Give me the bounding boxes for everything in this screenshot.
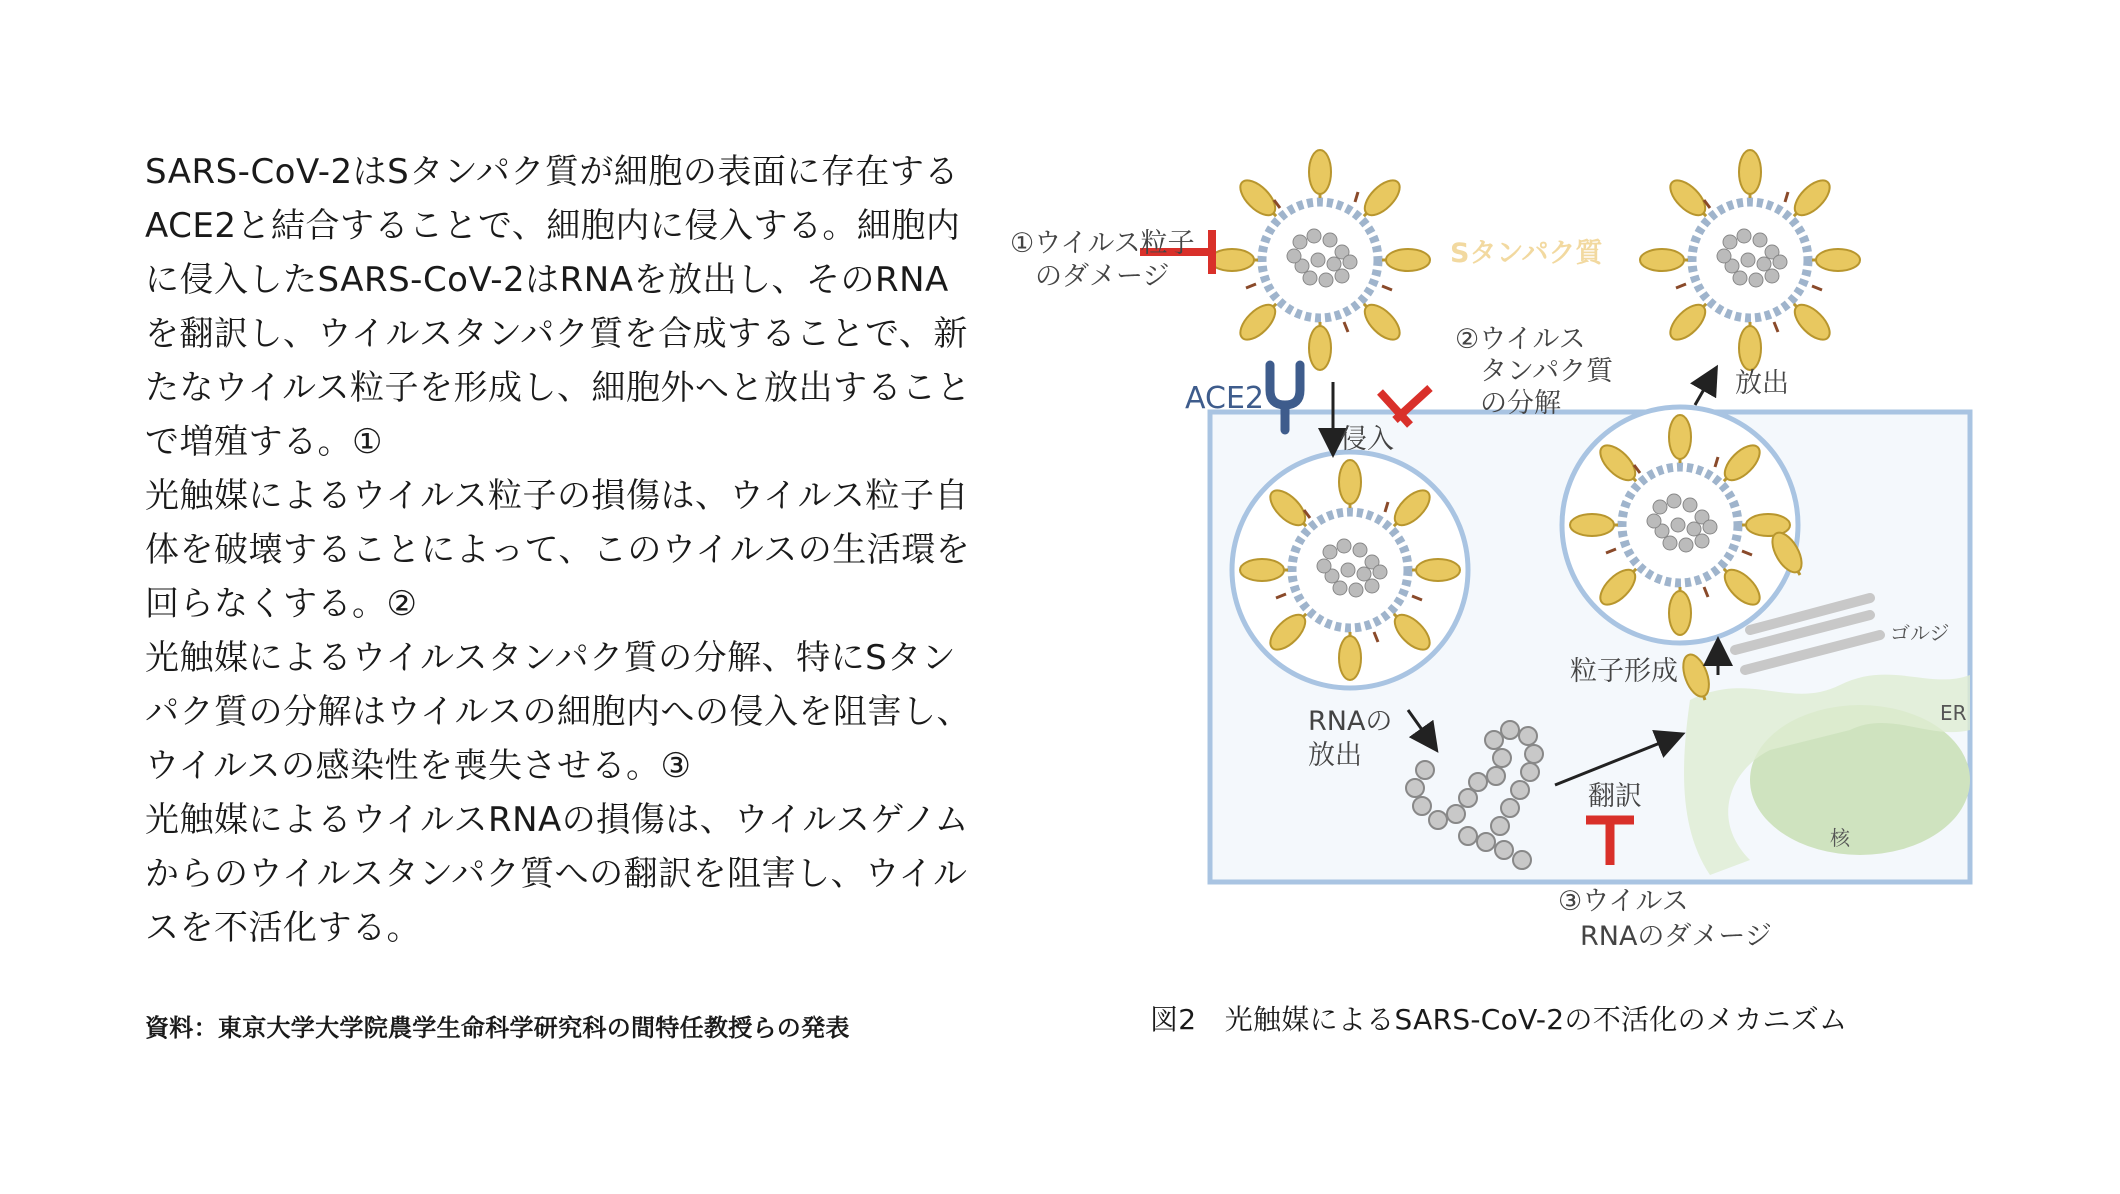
- label-rna-release-line2: 放出: [1308, 740, 1362, 771]
- label-damage1-line1: ①ウイルス粒子: [1010, 228, 1195, 259]
- label-s-protein: Sタンパク質: [1450, 238, 1603, 269]
- label-golgi: ゴルジ: [1890, 621, 1950, 645]
- label-translation: 翻訳: [1588, 781, 1642, 812]
- label-ace2: ACE2: [1185, 381, 1264, 416]
- label-degrade-line3: の分解: [1480, 388, 1561, 419]
- label-er: ER: [1940, 701, 1967, 725]
- source-note: 資料：東京大学大学院農学生命科学研究科の間特任教授らの発表: [145, 1014, 850, 1042]
- paragraph-3: 光触媒によるウイルスタンパク質の分解、特にSタンパク質の分解はウイルスの細胞内への侵入を阻害し、ウイルスの感染性を喪失させる。③: [145, 638, 971, 786]
- mechanism-diagram: [990, 130, 2020, 970]
- label-damage3-line2: RNAのダメージ: [1580, 921, 1772, 952]
- label-rna-release-line1: RNAの: [1308, 706, 1393, 737]
- label-assembly: 粒子形成: [1570, 656, 1678, 687]
- virion-assembled: [1570, 415, 1790, 635]
- virion-outside-damaged: [1210, 150, 1430, 370]
- paragraph-2: 光触媒によるウイルス粒子の損傷は、ウイルス粒子自体を破壊することによって、このウイルスの生活環を回らなくする。②: [145, 476, 971, 624]
- label-damage3-line1: ③ウイルス: [1558, 886, 1689, 917]
- paragraph-4: 光触媒によるウイルスRNAの損傷は、ウイルスゲノムからのウイルスタンパク質への翻訳を阻害し、ウイルスを不活化する。: [145, 800, 969, 948]
- release-arrow: [1695, 370, 1715, 405]
- body-text: [145, 145, 975, 955]
- label-damage1-line2: のダメージ: [1035, 261, 1170, 292]
- label-release: 放出: [1735, 368, 1789, 399]
- label-degrade-line2: タンパク質: [1480, 356, 1614, 387]
- label-entry: 侵入: [1340, 424, 1394, 455]
- label-degrade-line1: ②ウイルス: [1455, 324, 1586, 355]
- virion-internalized: [1240, 460, 1460, 680]
- virion-released: [1640, 150, 1860, 370]
- label-nucleus: 核: [1830, 826, 1850, 850]
- figure-caption: 図2 光触媒によるSARS-CoV-2の不活化のメカニズム: [1150, 1003, 1848, 1036]
- paragraph-1: SARS-CoV-2はSタンパク質が細胞の表面に存在するACE2と結合することで、細胞内に侵入する。細胞内に侵入したSARS-CoV-2はRNAを放出し、そのRNAを翻訳し、ウイルスタンパク質を合成することで、新たなウイルス粒子を形成し、細胞外へと放出することで増殖する。①: [145, 152, 971, 462]
